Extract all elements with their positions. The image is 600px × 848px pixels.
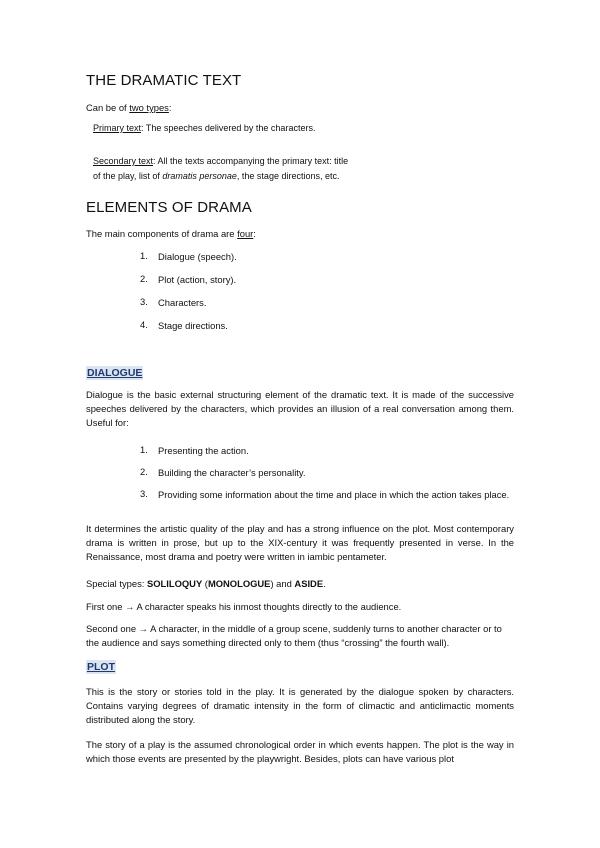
components-intro: The main components of drama are four: <box>86 228 256 239</box>
dialogue-paragraph-2: It determines the artistic quality of the play and has a strong influence on the plot. Most contemporary drama is written in prose, but up to the XIX-century it was frequently presented in verse. In the Renaissance, most drama and poetry were written in iambic pentameter. <box>86 523 514 563</box>
list-item: Presenting the action. <box>158 445 249 456</box>
list-item: Plot (action, story). <box>158 274 237 285</box>
list-item: Providing some information about the time and place in which the action takes place. <box>158 489 510 500</box>
list-number: 2. <box>140 273 148 284</box>
heading-elements-of-drama: ELEMENTS OF DRAMA <box>86 199 252 216</box>
plot-paragraph-2: The story of a play is the assumed chronological order in which events happen. The plot is the way in which those events are presented by the playwright. Besides, plots can have various plot <box>86 739 514 765</box>
section-heading-plot: PLOT <box>87 661 115 673</box>
list-number: 1. <box>140 250 148 261</box>
list-number: 4. <box>140 319 148 330</box>
secondary-text-definition-line1: Secondary text: All the texts accompanying the primary text: title <box>93 156 349 166</box>
special-types: Special types: SOLILOQUY (MONOLOGUE) and ASIDE. <box>86 578 326 589</box>
primary-text-definition: Primary text: The speeches delivered by the characters. <box>93 123 316 133</box>
first-one-paragraph: First one → A character speaks his inmost thoughts directly to the audience. <box>86 601 402 612</box>
list-item: Dialogue (speech). <box>158 251 237 262</box>
list-number: 3. <box>140 488 148 499</box>
section-heading-dialogue: DIALOGUE <box>87 367 143 379</box>
list-item: Stage directions. <box>158 320 228 331</box>
plot-paragraph-1: This is the story or stories told in the play. It is generated by the dialogue spoken by characters. Contains varying degrees of dramatic intensity in the form of climactic and anticlimactic moments distributed along the story. <box>86 686 514 726</box>
list-number: 2. <box>140 466 148 477</box>
list-item: Building the character’s personality. <box>158 467 306 478</box>
dialogue-paragraph-1: Dialogue is the basic external structuring element of the dramatic text. It is made of the successive speeches delivered by the characters, which provides an illusion of a real conversation among them. Useful for: <box>86 389 514 429</box>
heading-dramatic-text: THE DRAMATIC TEXT <box>86 72 242 89</box>
list-number: 3. <box>140 296 148 307</box>
list-item: Characters. <box>158 297 207 308</box>
secondary-text-definition-line2: of the play, list of dramatis personae, the stage directions, etc. <box>93 171 340 181</box>
types-intro: Can be of two types: <box>86 102 172 113</box>
list-number: 1. <box>140 444 148 455</box>
second-one-paragraph: Second one → A character, in the middle of a group scene, suddenly turns to another character or to the audience and says something directed only to them (thus “crossing” the fourth wall). <box>86 623 502 649</box>
